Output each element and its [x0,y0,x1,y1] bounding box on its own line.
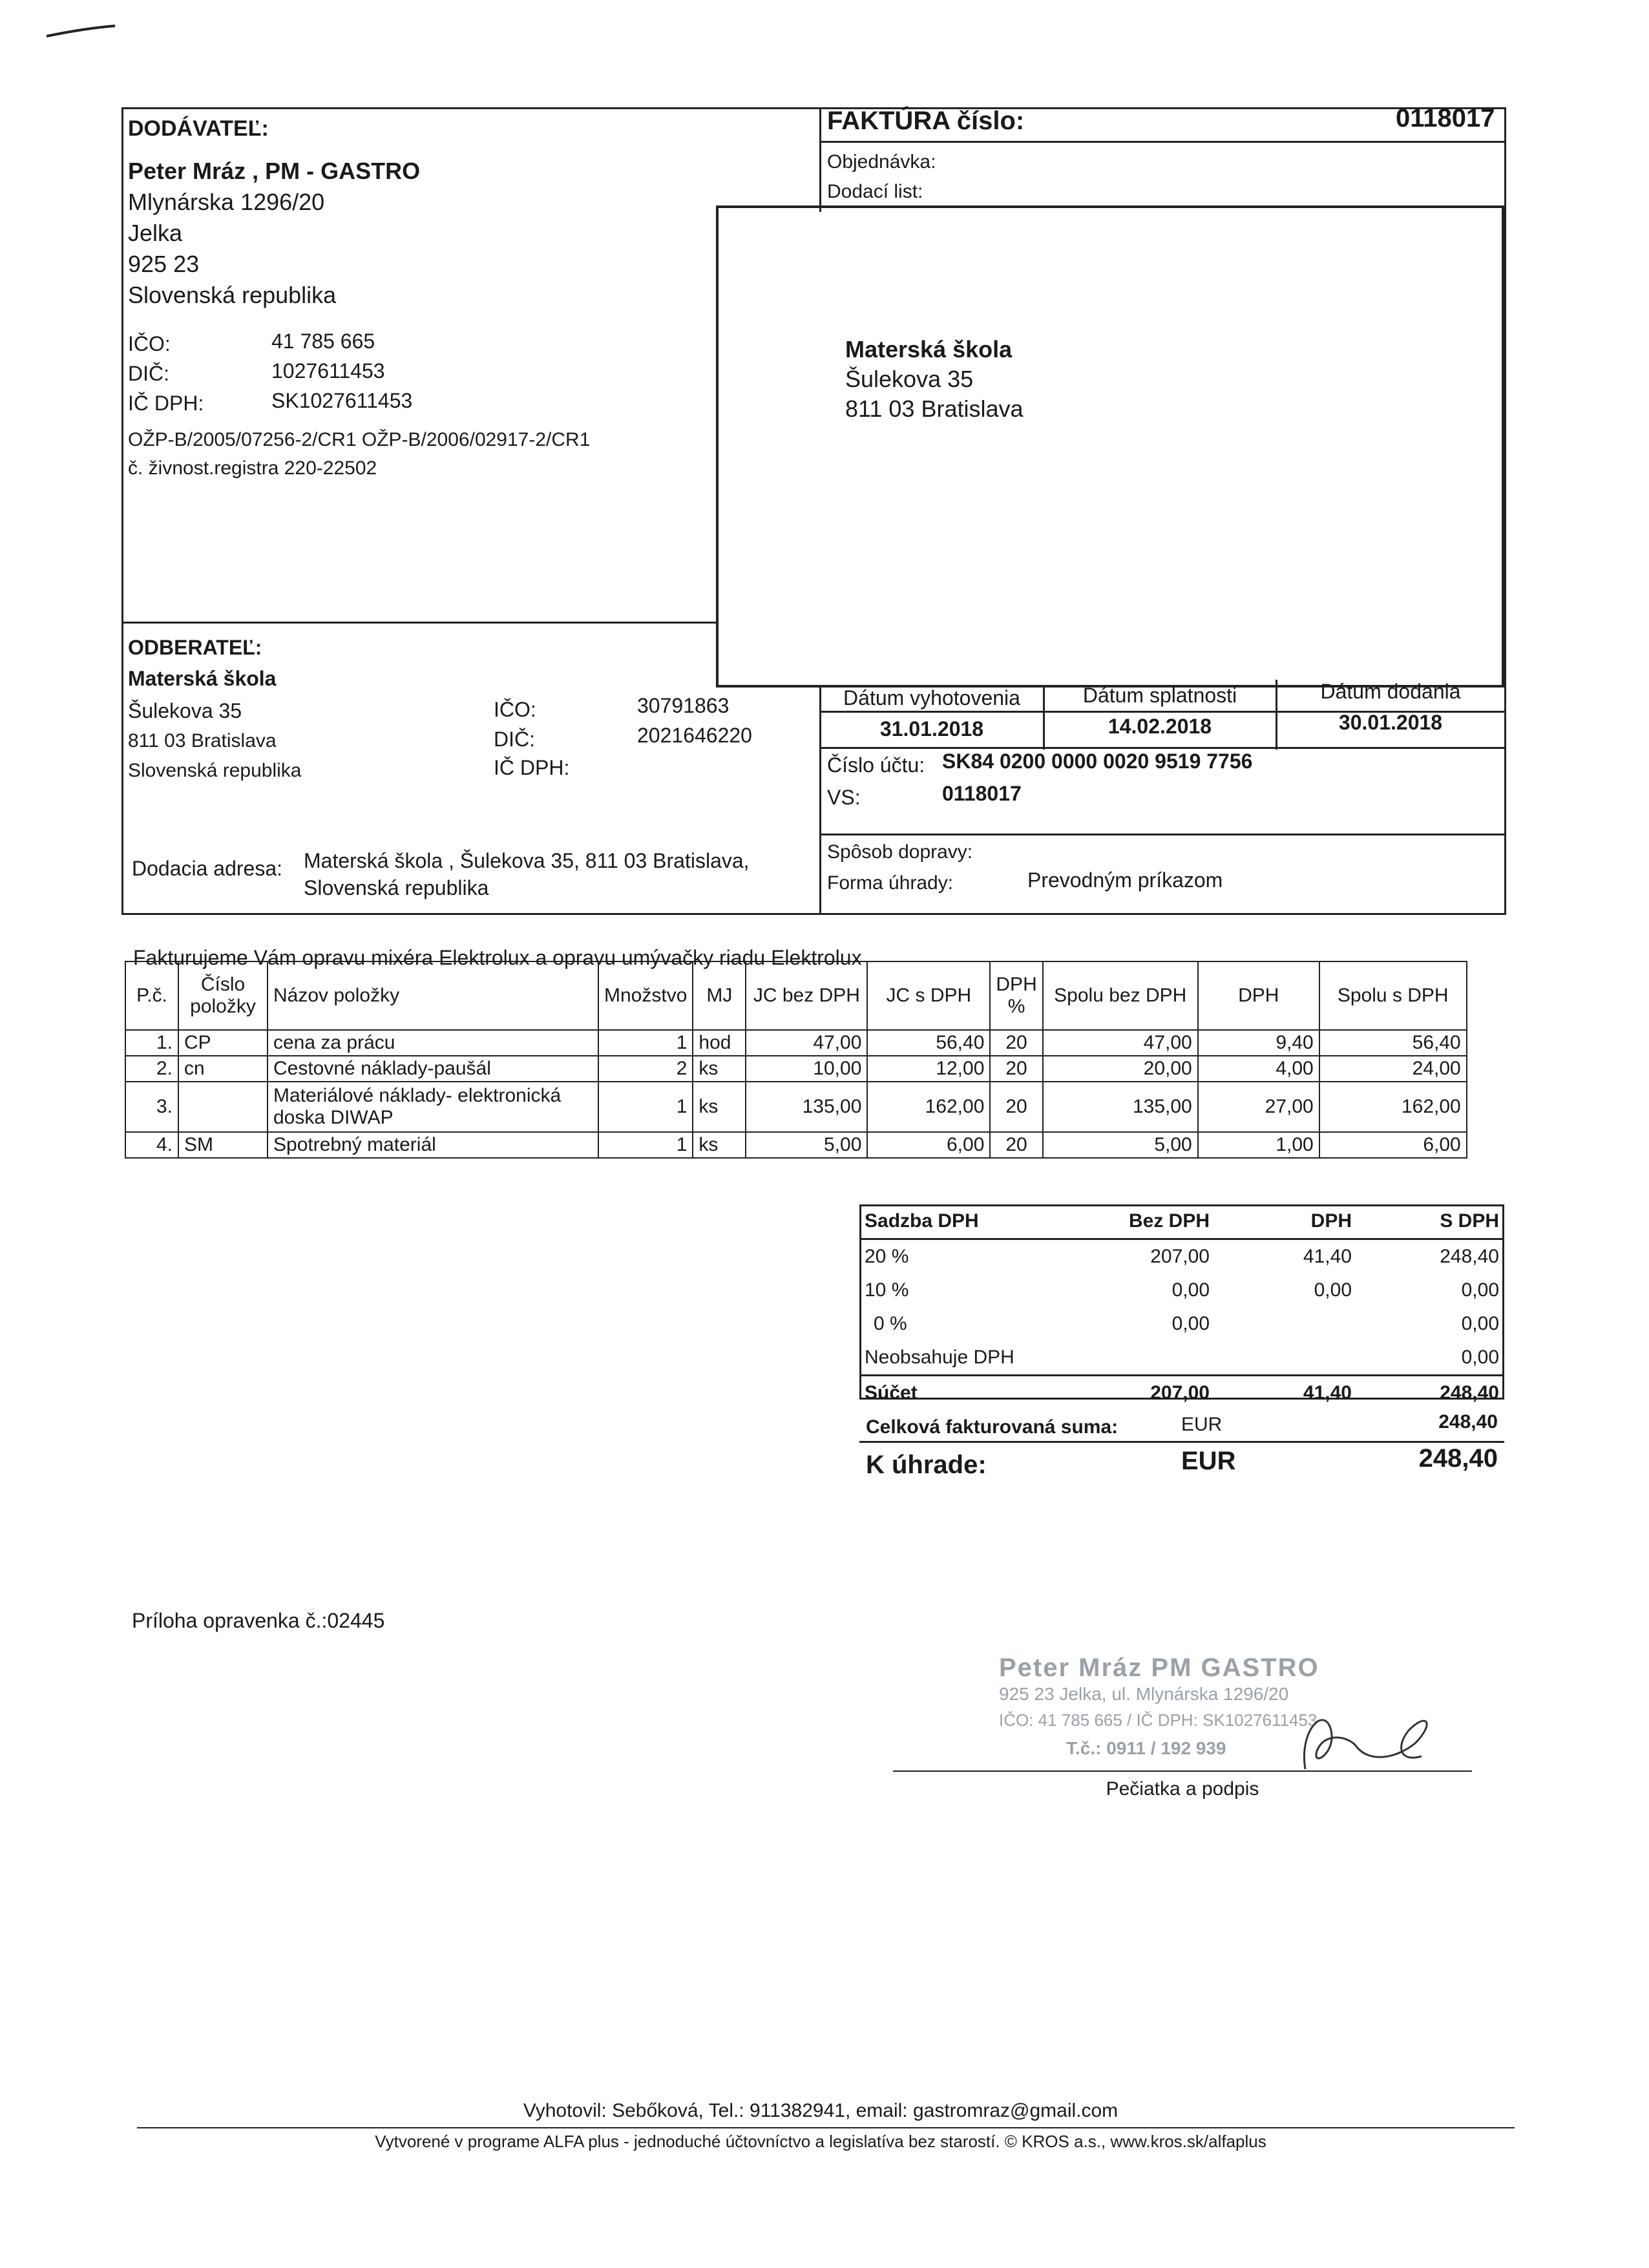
issue-date: 31.01.2018 [879,717,984,740]
customer-city: 811 03 Bratislava [128,730,277,751]
payment-method: Prevodným príkazom [1027,868,1223,892]
stamp-line-3: IČO: 41 785 665 / IČ DPH: SK1027611453 [999,1710,1318,1730]
customer-country: Slovenská republika [128,760,302,781]
vat-header-cell: Bez DPH [1128,1210,1210,1232]
customer-ico: 30791863 [637,694,730,717]
table-cell: 6,00 [1319,1132,1467,1158]
transport-label: Spôsob dopravy: [827,841,973,863]
vat-header-cell: DPH [1310,1210,1352,1232]
table-cell: 20,00 [1043,1056,1198,1082]
vat-total-cell: 248,40 [1440,1382,1499,1403]
header-cell: Množstvo [598,961,693,1030]
vat-total-cell: 207,00 [1150,1382,1210,1403]
vat-row [859,1307,1504,1341]
invoice-title: FAKTÚRA číslo: [827,107,1025,135]
header-cell: Spolu bez DPH [1043,961,1198,1030]
supplier-zip: 925 23 [128,251,200,277]
recipient-name: Materská škola [845,336,1013,362]
table-cell: 1. [125,1030,178,1056]
header-cell: MJ [693,961,746,1030]
vat-cell: 0,00 [1171,1313,1210,1334]
stamp-line-2: 925 23 Jelka, ul. Mlynárska 1296/20 [999,1684,1289,1704]
recipient-city: 811 03 Bratislava [845,395,1024,422]
table-cell: 135,00 [1043,1082,1198,1132]
table-cell: hod [693,1030,746,1056]
supplier-registry-2: č. živnost.registra 220-22502 [128,457,377,479]
attachment-note: Príloha opravenka č.:02445 [132,1609,385,1632]
vat-row [859,1274,1504,1307]
invoice-number: 0118017 [1396,104,1495,132]
table-cell: 27,00 [1198,1082,1319,1132]
vat-cell: 0,00 [1314,1279,1352,1301]
pen-mark-icon [45,19,123,45]
supplier-dic: 1027611453 [271,359,385,383]
vat-cell: 0,00 [1461,1279,1499,1301]
stamp-line-1: Peter Mráz PM GASTRO [999,1654,1319,1682]
table-cell: 1 [598,1030,693,1056]
table-cell: SM [178,1132,268,1158]
table-cell: Materiálové náklady- elektronická doska DIWAP [268,1082,598,1132]
customer-heading: ODBERATEĽ: [128,636,262,659]
vat-header-row [859,1204,1504,1239]
stamp-line-4: T.č.: 0911 / 192 939 [1066,1738,1226,1758]
table-cell: cena za prácu [268,1030,598,1056]
vat-header-cell: Sadzba DPH [865,1210,979,1232]
table-cell: ks [693,1056,746,1082]
table-row [125,1030,1467,1056]
table-cell: ks [693,1132,746,1158]
due-date: 14.02.2018 [1108,715,1212,738]
header-cell: DPH % [990,961,1042,1030]
delivery-address-label: Dodacia adresa: [132,857,283,880]
table-cell: 47,00 [746,1030,867,1056]
vat-summary-table [859,1204,1504,1410]
divider [859,1441,1504,1443]
table-cell: 162,00 [867,1082,990,1132]
items-header-row [125,961,1467,1030]
divider [121,622,716,624]
amount-due-currency: EUR [1181,1447,1236,1475]
vat-cell: 0,00 [1461,1313,1499,1334]
table-cell: Cestovné náklady-paušál [268,1056,598,1082]
vat-total-cell: 41,40 [1303,1382,1352,1403]
amount-due-label: K úhrade: [866,1451,987,1479]
vat-cell [1215,1341,1357,1376]
table-row [125,1082,1467,1132]
vat-cell: 248,40 [1440,1246,1499,1267]
table-cell: 135,00 [746,1082,867,1132]
supplier-registry-1: OŽP-B/2005/07256-2/CR1 OŽP-B/2006/02917-2/CR1 [128,429,591,450]
table-cell: 4. [125,1132,178,1158]
recipient-street: Šulekova 35 [845,366,974,392]
payment-method-label: Forma úhrady: [827,872,954,894]
vat-cell: 0,00 [1461,1347,1499,1368]
table-cell: 162,00 [1319,1082,1467,1132]
table-cell: 20 [990,1030,1042,1056]
amount-due: 248,40 [1418,1444,1498,1473]
customer-name: Materská škola [128,667,277,690]
vat-total-row [859,1376,1504,1411]
table-cell: 20 [990,1082,1042,1132]
vat-cell: 41,40 [1303,1246,1352,1267]
table-cell: 2 [598,1056,693,1082]
vat-cell: Neobsahuje DPH [865,1347,1014,1368]
table-cell: 9,40 [1198,1030,1319,1056]
table-cell: Spotrebný materiál [268,1132,598,1158]
supplier-icdph: SK1027611453 [271,389,413,412]
delivery-address-line1: Materská škola , Šulekova 35, 811 03 Bratislava, [304,849,750,872]
vat-row [859,1341,1504,1376]
vat-cell: 0,00 [1171,1279,1210,1301]
signature-line [893,1770,1472,1772]
header-cell: JC s DPH [867,961,990,1030]
invoice-description: Fakturujeme Vám opravu mixéra Elektrolux a opravu umývačky riadu Elektrolux [133,946,862,969]
table-cell: 5,00 [1043,1132,1198,1158]
table-row [125,1132,1467,1158]
table-cell: 20 [990,1056,1042,1082]
vat-cell: 10 % [865,1279,909,1301]
customer-dic-label: DIČ: [494,728,535,751]
software-note: Vytvorené v programe ALFA plus - jednoduché účtovníctvo a legislatíva bez starostí. © KROS a.s., www.kros.sk/alfaplus [375,2132,1266,2151]
delivery-address-line2: Slovenská republika [304,876,489,899]
items-table [125,961,1467,1159]
table-cell: 20 [990,1132,1042,1158]
recipient-window [716,205,1504,688]
customer-dic: 2021646220 [637,724,752,747]
table-cell: ks [693,1082,746,1132]
table-row [125,1056,1467,1082]
header-cell: Názov položky [268,961,598,1030]
account-label: Číslo účtu: [827,753,925,777]
header-cell: JC bez DPH [746,961,867,1030]
customer-ico-label: IČO: [494,698,536,721]
invoiced-total-currency: EUR [1181,1414,1223,1435]
vat-cell: 207,00 [1150,1246,1210,1267]
invoiced-total-amount: 248,40 [1438,1411,1498,1433]
header-cell: Číslo položky [178,961,268,1030]
delivery-date: 30.01.2018 [1338,711,1443,734]
table-cell: 3. [125,1082,178,1132]
supplier-name: Peter Mráz , PM - GASTRO [128,158,421,184]
supplier-ico: 41 785 665 [271,330,375,353]
order-label: Objednávka: [827,151,936,173]
vat-row [859,1239,1504,1274]
table-cell: 12,00 [867,1056,990,1082]
header-cell: Spolu s DPH [1319,961,1467,1030]
vat-cell: 0 % [874,1313,907,1334]
footer-line [137,2127,1515,2128]
stamp-caption: Pečiatka a podpis [1106,1778,1259,1800]
divider [819,747,1506,749]
table-cell: 6,00 [867,1132,990,1158]
issue-date-label: Dátum vyhotovenia [843,686,1020,709]
divider [819,107,821,212]
vat-cell [1053,1341,1215,1376]
delivery-date-label: Dátum dodania [1320,680,1461,703]
signature-icon [1286,1692,1441,1782]
vat-cell: 20 % [865,1246,909,1267]
supplier-ico-label: IČO: [128,332,171,355]
issued-by: Vyhotovil: Sebőková, Tel.: 911382941, email: gastromraz@gmail.com [523,2100,1119,2121]
table-cell: 56,40 [1319,1030,1467,1056]
table-cell: 1 [598,1132,693,1158]
table-cell: 4,00 [1198,1056,1319,1082]
customer-street: Šulekova 35 [128,699,242,722]
table-cell: 1 [598,1082,693,1132]
table-cell: 5,00 [746,1132,867,1158]
vat-cell [1215,1307,1357,1341]
header-cell: P.č. [125,961,178,1030]
table-cell: 10,00 [746,1056,867,1082]
customer-icdph-label: IČ DPH: [494,756,570,779]
delivery-note-label: Dodací list: [827,181,923,202]
table-cell: 2. [125,1056,178,1082]
header-cell: DPH [1198,961,1319,1030]
table-cell [178,1082,268,1132]
vs-label: VS: [827,786,861,809]
account-number: SK84 0200 0000 0020 9519 7756 [942,750,1253,773]
supplier-icdph-label: IČ DPH: [128,392,204,415]
table-cell: 24,00 [1319,1056,1467,1082]
table-cell: CP [178,1030,268,1056]
vs-value: 0118017 [942,782,1022,805]
table-cell: cn [178,1056,268,1082]
divider [819,141,1506,143]
supplier-heading: DODÁVATEĽ: [128,116,269,141]
supplier-dic-label: DIČ: [128,362,169,385]
supplier-city: Jelka [128,220,183,246]
table-cell: 56,40 [867,1030,990,1056]
due-date-label: Dátum splatnosti [1082,684,1237,707]
table-cell: 1,00 [1198,1132,1319,1158]
vat-header-cell: S DPH [1440,1210,1499,1232]
supplier-country: Slovenská republika [128,282,337,308]
invoiced-total-label: Celková fakturovaná suma: [866,1416,1119,1438]
supplier-street: Mlynárska 1296/20 [128,189,325,215]
table-cell: 47,00 [1043,1030,1198,1056]
vat-total-cell: Súčet [865,1382,918,1403]
divider [819,834,1506,835]
